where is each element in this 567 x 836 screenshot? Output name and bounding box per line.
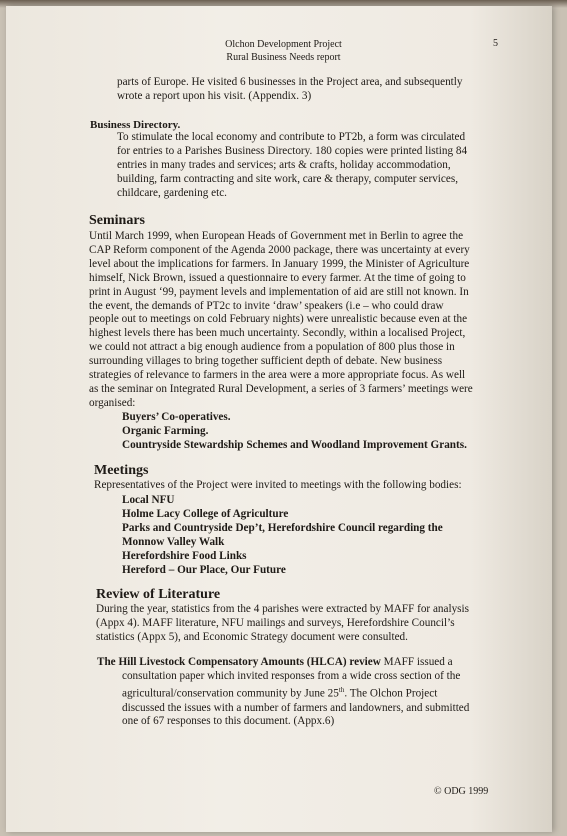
text-line: as the seminar on Integrated Rural Development, a series of 3 farmers’ meetings were: [89, 382, 473, 395]
list-item: Parks and Countryside Dep’t, Herefordshire Council regarding the: [122, 522, 443, 534]
list-item: Buyers’ Co-operatives.: [122, 411, 231, 423]
header-report-name: Rural Business Needs report: [226, 52, 341, 63]
text-line: CAP Reform component of the Agenda 2000 package, there was uncertainty at every: [89, 243, 470, 256]
text-line: wrote a report upon his visit. (Appendix. 3): [117, 89, 312, 102]
text-line: Representatives of the Project were invited to meetings with the following bodies:: [94, 479, 462, 491]
meetings-bodies-list: [122, 493, 443, 577]
business-directory-heading: Business Directory.: [90, 119, 181, 131]
seminar-topics-list: [122, 410, 467, 452]
text-line: we could not attract a big enough audience from a population of 800 plus those in: [89, 341, 455, 354]
list-item: Holme Lacy College of Agriculture: [122, 508, 289, 520]
ordinal-suffix: th: [338, 685, 345, 694]
text-line: entries in many trades and services; arts & crafts, holiday accommodation,: [117, 158, 451, 171]
list-item: Herefordshire Food Links: [122, 550, 247, 562]
text-line: consultation paper which invited responses from a wide cross section of the: [122, 670, 461, 682]
text-line: one of 67 responses to this document. (Appx.6): [122, 715, 335, 728]
intro-paragraph: [117, 76, 463, 104]
text-line: print in August ‘99, payment levels and implementation of aid are still not known. In: [89, 285, 469, 298]
text-line: himself, Nick Brown, issued a questionnaire to every farmer. At the time of going to: [89, 271, 466, 284]
list-item: Monnow Valley Walk: [122, 536, 225, 548]
running-header: [0, 38, 567, 64]
text-line: During the year, statistics from the 4 parishes were extracted by MAFF for analysis: [96, 603, 469, 615]
text-line: building, farm contracting and site work, care & therapy, computer services,: [117, 172, 458, 185]
list-item: Hereford – Our Place, Our Future: [122, 564, 286, 576]
page-number: 5: [493, 38, 498, 49]
hlca-first-line-rest: MAFF issued a: [380, 656, 453, 668]
text-line: level about the implications for farmers. In January 1999, the Minister of Agriculture: [89, 257, 470, 270]
meetings-heading: Meetings: [94, 463, 149, 478]
hlca-heading: The Hill Livestock Compensatory Amounts (HLCA) review: [97, 656, 381, 668]
text-line: the event, the demands of PT2c to invite ‘draw’ speakers (i.e – who could draw: [89, 299, 444, 312]
text-line: strategies of relevance to farmers in the area were a more appropriate focus. As well: [89, 369, 466, 382]
header-project-name: Olchon Development Project: [225, 39, 342, 50]
hlca-first-line: [97, 656, 453, 670]
text-line: parts of Europe. He visited 6 businesses in the Project area, and subsequently: [117, 76, 463, 88]
text-line: To stimulate the local economy and contribute to PT2b, a form was circulated: [117, 131, 466, 143]
list-item: Local NFU: [122, 494, 175, 506]
hlca-paragraph: [122, 670, 469, 729]
text-line: [122, 684, 469, 702]
review-paragraph: [96, 603, 469, 645]
hlca-line-rest: . The Olchon Project: [344, 687, 438, 700]
meetings-intro: [94, 479, 462, 493]
text-line: people out to meetings on cold February nights) were unrealistic because even at the: [89, 313, 468, 326]
text-line: organised:: [89, 396, 136, 409]
review-heading: Review of Literature: [96, 587, 221, 602]
copyright-footer: © ODG 1999: [434, 786, 489, 797]
hlca-date-text: agricultural/conservation community by June 25: [122, 687, 339, 700]
text-line: for entries to a Parishes Business Directory. 180 copies were printed listing 84: [117, 144, 468, 157]
text-line: (Appx 4). MAFF literature, NFU mailings and surveys, Herefordshire Council’s: [96, 616, 455, 629]
seminars-paragraph: [89, 230, 473, 411]
text-line: statistics (Appx 5), and Economic Strategy document were consulted.: [96, 630, 408, 643]
text-line: highest levels there has been much uncertainty. Secondly, within a localised Project,: [89, 327, 466, 340]
list-item: Organic Farming.: [122, 425, 209, 437]
list-item: Countryside Stewardship Schemes and Woodland Improvement Grants.: [122, 439, 467, 451]
hlca-line: [97, 656, 453, 670]
text-line: discussed the issues with a number of farmers and landowners, and submitted: [122, 701, 470, 714]
business-directory-paragraph: [117, 131, 467, 201]
seminars-heading: Seminars: [89, 213, 145, 228]
text-line: Until March 1999, when European Heads of Government met in Berlin to agree the: [89, 230, 464, 242]
text-line: surrounding villages to bring together sufficient depth of debate. New business: [89, 355, 443, 368]
text-line: childcare, gardening etc.: [117, 186, 227, 199]
